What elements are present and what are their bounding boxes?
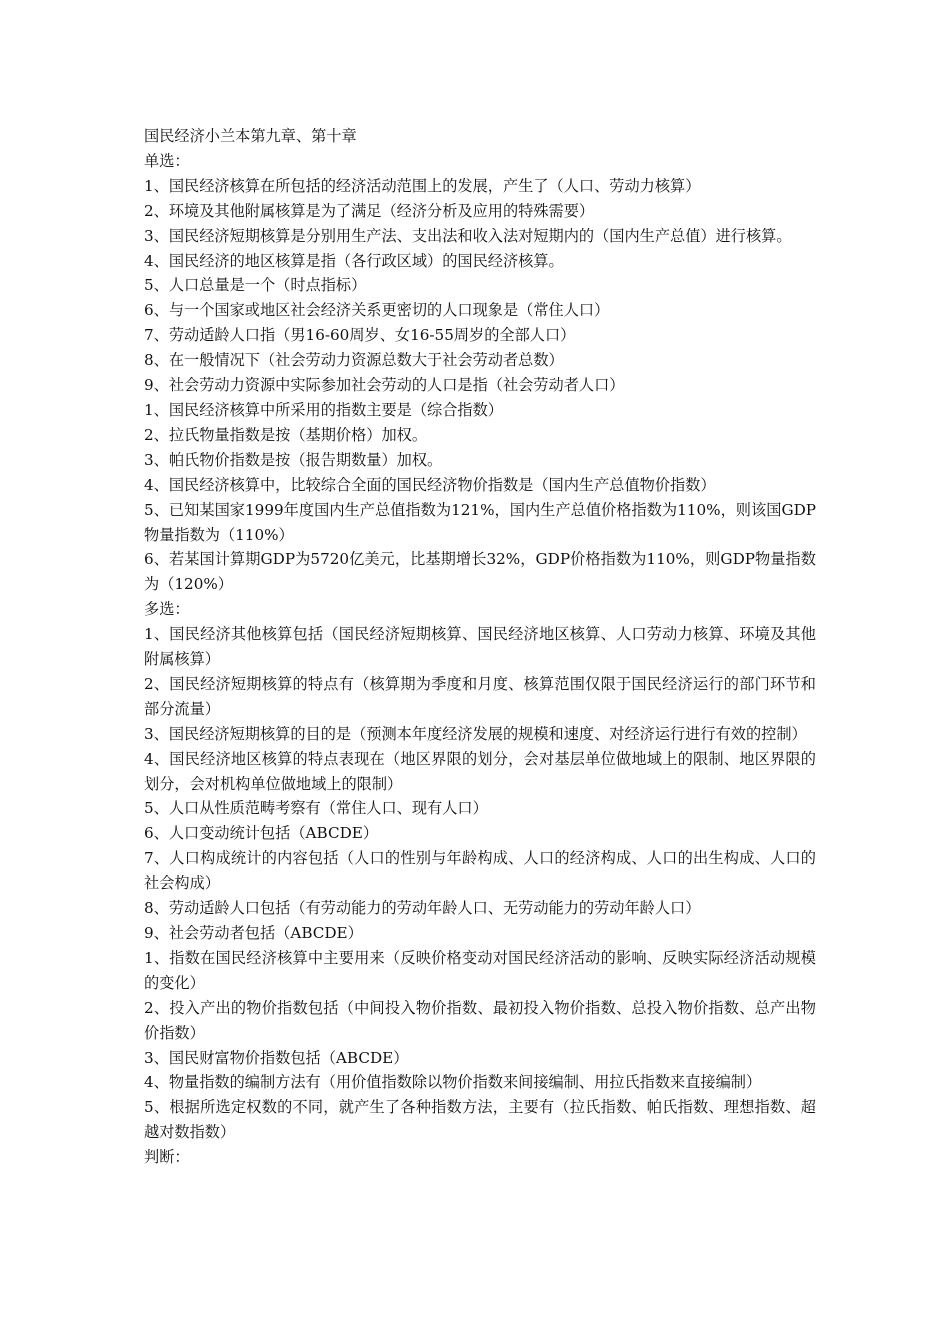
list-item: 3、帕氏物价指数是按（报告期数量）加权。: [144, 450, 443, 469]
list-item: 8、劳动适龄人口包括（有劳动能力的劳动年龄人口、无劳动能力的劳动年龄人口）: [144, 899, 701, 918]
list-item: 2、国民经济短期核算的特点有（核算期为季度和月度、核算范围仅限于国民经济运行的部门环节和部分流量）: [144, 674, 816, 718]
list-item: 2、环境及其他附属核算是为了满足（经济分析及应用的特殊需要）: [144, 201, 595, 220]
list-item: 5、根据所选定权数的不同，就产生了各种指数方法，主要有（拉氏指数、帕氏指数、理想指数、超越对数指数）: [144, 1098, 816, 1142]
list-item: 8、在一般情况下（社会劳动力资源总数大于社会劳动者总数）: [144, 351, 564, 370]
list-item: 7、人口构成统计的内容包括（人口的性别与年龄构成、人口的经济构成、人口的出生构成、人口的社会构成）: [144, 849, 816, 893]
list-item: 6、若某国计算期GDP为5720亿美元，比基期增长32%，GDP价格指数为110%，则GDP物量指数为（120%）: [144, 550, 816, 594]
list-item: 2、投入产出的物价指数包括（中间投入物价指数、最初投入物价指数、总投入物价指数、总产出物价指数）: [144, 998, 816, 1042]
list-item: 5、人口从性质范畴考察有（常住人口、现有人口）: [144, 799, 488, 818]
list-item: 9、社会劳动力资源中实际参加社会劳动的人口是指（社会劳动者人口）: [144, 376, 625, 395]
list-item: 4、国民经济核算中，比较综合全面的国民经济物价指数是（国内生产总值物价指数）: [144, 475, 716, 494]
list-item: 1、国民经济核算在所包括的经济活动范围上的发展，产生了（人口、劳动力核算）: [144, 176, 701, 195]
list-item: 1、指数在国民经济核算中主要用来（反映价格变动对国民经济活动的影响、反映实际经济活动规模的变化）: [144, 948, 816, 992]
list-item: 5、已知某国家1999年度国内生产总值指数为121%，国内生产总值价格指数为110%，则该国GDP物量指数为（110%）: [144, 500, 816, 544]
list-item: 5、人口总量是一个（时点指标）: [144, 276, 367, 295]
list-item: 3、国民经济短期核算是分别用生产法、支出法和收入法对短期内的（国内生产总值）进行核算。: [144, 226, 792, 245]
list-item: 4、国民经济的地区核算是指（各行政区域）的国民经济核算。: [144, 251, 564, 270]
list-item: 6、人口变动统计包括（ABCDE）: [144, 824, 379, 843]
single-choice-list: [144, 174, 816, 597]
list-item: 2、拉氏物量指数是按（基期价格）加权。: [144, 425, 428, 444]
section-heading-multiple-choice: 多选：: [144, 600, 190, 619]
list-item: 3、国民财富物价指数包括（ABCDE）: [144, 1048, 409, 1067]
list-item: 1、国民经济核算中所采用的指数主要是（综合指数）: [144, 400, 503, 419]
list-item: 9、社会劳动者包括（ABCDE）: [144, 924, 363, 942]
list-item: 6、与一个国家或地区社会经济关系更密切的人口现象是（常住人口）: [144, 301, 610, 320]
document-title: 国民经济小兰本第九章、第十章: [144, 127, 357, 145]
list-item: 4、国民经济地区核算的特点表现在（地区界限的划分，会对基层单位做地域上的限制、地区界限的划分，会对机构单位做地域上的限制）: [144, 749, 816, 793]
section-heading-single-choice: 单选：: [144, 151, 190, 170]
multiple-choice-list: [144, 622, 816, 1145]
list-item: 7、劳动适龄人口指（男16-60周岁、女16-55周岁的全部人口）: [144, 326, 576, 345]
list-item: 4、物量指数的编制方法有（用价值指数除以物价指数来间接编制、用拉氏指数来直接编制）: [144, 1073, 762, 1092]
section-heading-true-false: 判断：: [144, 1148, 190, 1167]
list-item: 3、国民经济短期核算的目的是（预测本年度经济发展的规模和速度、对经济运行进行有效的控制）: [144, 724, 807, 743]
list-item: 1、国民经济其他核算包括（国民经济短期核算、国民经济地区核算、人口劳动力核算、环境及其他附属核算）: [144, 625, 816, 669]
document-page: [144, 124, 816, 1170]
